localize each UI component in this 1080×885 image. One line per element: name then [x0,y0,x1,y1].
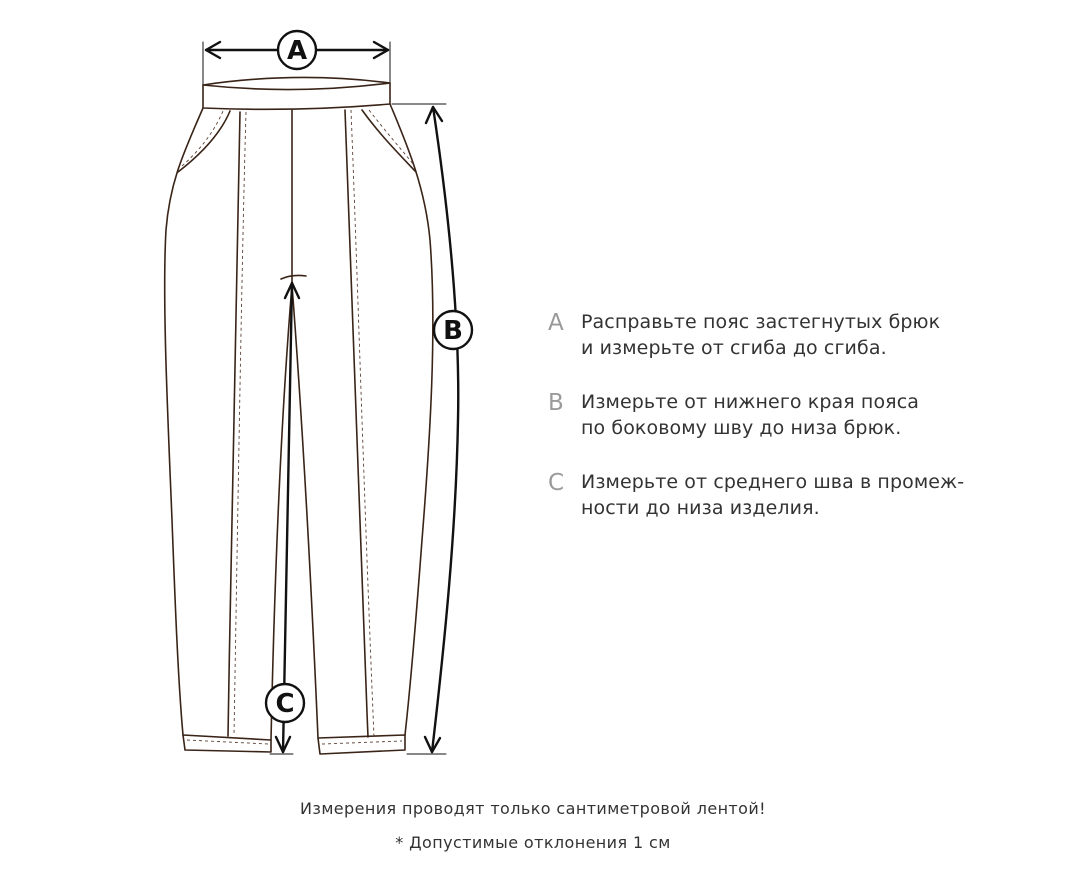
left-crease [228,112,240,736]
right-side-seam [390,104,433,735]
arrow-b-line [432,107,458,752]
marker-c [266,684,304,722]
marker-a [278,31,316,69]
left-inseam [271,285,295,740]
measurement-arrows [203,42,458,754]
legend-letter-b: B [548,390,564,416]
stitching [182,110,413,744]
left-side-seam [165,108,203,735]
tolerance-note: * Допустимые отклонения 1 см [395,833,671,852]
legend-letter-c: C [548,470,565,496]
measurement-note: Измерения проводят только сантиметровой лентой! [300,799,766,818]
legend-text-line: Измерьте от нижнего края пояса [581,391,919,413]
measurement-legend [548,310,1048,550]
marker-b-label: B [443,316,463,346]
legend-text-line: Расправьте пояс застегнутых брюк [581,311,941,333]
marker-a-label: A [286,36,308,66]
legend-text-c [581,470,964,521]
legend-text-line: Измерьте от среднего шва в промеж- [581,471,965,493]
legend-text-b [581,390,919,441]
legend-letter-a: A [548,310,564,336]
right-crease [345,110,368,737]
waistband-fold-line [203,83,390,90]
marker-b [434,311,472,349]
waistband [203,77,390,109]
right-inseam [292,285,318,738]
trousers-outline [165,77,433,754]
legend-text-line: ности до низа изделия. [581,496,820,519]
legend-text-line: и измерьте от сгиба до сгиба. [581,336,887,359]
crotch-mark [281,275,306,279]
right-pocket [362,110,416,172]
legend-text-line: по боковому шву до низа брюк. [581,416,902,439]
left-cuff [183,735,271,752]
marker-c-label: C [275,689,295,719]
legend-item-b [548,390,1048,441]
right-cuff [318,735,405,754]
legend-text-a [581,310,940,361]
left-pocket [178,111,230,172]
legend-item-c [548,470,1048,521]
legend-item-a [548,310,1048,361]
